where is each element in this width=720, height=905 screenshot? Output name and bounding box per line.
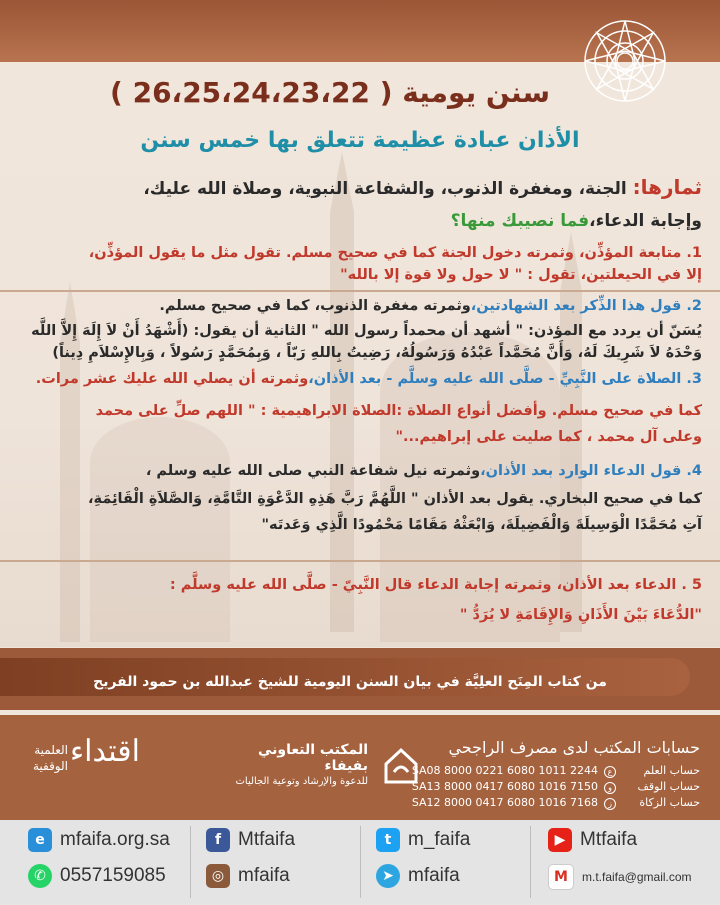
- twitter-icon: t: [376, 828, 400, 852]
- account-mark-icon: و: [604, 782, 616, 794]
- item-4-line-1: [12, 460, 702, 482]
- divider: [0, 290, 720, 292]
- page-title: سنن يومية ( 26،25،24،23،22 ): [110, 76, 550, 109]
- ornament-mandala-icon: [550, 6, 700, 106]
- facebook-link[interactable]: [206, 828, 295, 852]
- item-2-line-1: [12, 295, 702, 317]
- item-1-line-1: 1. متابعة المؤذِّن، وثمرته دخول الجنة كما في صحيح مسلم. تقول مثل ما يقول المؤذِّن،: [88, 245, 702, 261]
- office-tagline: للدعوة والإرشاد وتوعية الجاليات: [235, 776, 368, 787]
- instagram-text: mfaifa: [238, 865, 290, 886]
- divider: [530, 826, 531, 898]
- account-iban: SA12 8000 0417 6080 1016 7168: [411, 796, 598, 809]
- account-iban: SA08 8000 0221 6080 1011 2244: [411, 764, 598, 777]
- telegram-text: mfaifa: [408, 865, 460, 886]
- iqtida-logo: [16, 734, 186, 794]
- item-4-heading-rest: وثمرته نيل شفاعة النبي صلى الله عليه وسلم ،: [145, 463, 481, 479]
- twitter-text: m_faifa: [408, 829, 471, 850]
- accounts-title: حسابات المكتب لدى مصرف الراجحي: [448, 738, 700, 757]
- youtube-link[interactable]: [548, 828, 637, 852]
- account-row: [412, 764, 700, 778]
- item-3-heading: 3. الصلاة على النَّبِيِّ - صلَّى الله عليه وسلَّم - بعد الأذان،: [308, 371, 702, 387]
- divider: [190, 826, 191, 898]
- item-3-line-2: كما في صحيح مسلم. وأفضل أنواع الصلاة :الصلاة الابراهيمية : " اللهم صلِّ على محمد: [95, 403, 702, 419]
- item-4-heading: 4. قول الدعاء الوارد بعد الأذان،: [480, 463, 702, 479]
- ie-icon: e: [28, 828, 52, 852]
- account-mark-icon: ز: [604, 798, 616, 810]
- youtube-text: Mtfaifa: [580, 829, 638, 850]
- fruits-line: [12, 176, 702, 200]
- account-label: حساب الزكاة: [639, 796, 700, 809]
- account-mark-icon: ع: [604, 766, 616, 778]
- page-subtitle: الأذان عبادة عظيمة تتعلق بها خمس سنن: [140, 128, 580, 153]
- facebook-icon: f: [206, 828, 230, 852]
- account-iban: SA13 8000 0417 6080 1016 7150: [411, 780, 598, 793]
- item-4-line-3: آتِ مُحَمَّدًا الْوَسِيلَةَ وَالْفَضِيلَةَ، وَابْعَثْهُ مَقَامًا مَحْمُودًا الَّذِي وَعَدتَه": [261, 517, 702, 533]
- office-name: المكتب التعاوني بفيفاء: [257, 742, 368, 774]
- item-3-line-3: وعلى آل محمد ، كما صليت على إبراهيم...": [395, 429, 702, 445]
- iqtida-side-text: [16, 742, 68, 774]
- whatsapp-link[interactable]: [28, 864, 166, 888]
- office-logo-icon: [378, 742, 424, 788]
- item-5-line-1: 5 . الدعاء بعد الأذان، وثمرته إجابة الدعاء قال النَّبِيّ - صلَّى الله عليه وسلَّم :: [169, 577, 702, 593]
- email-link[interactable]: [548, 864, 692, 890]
- fruits-question: فما نصيبك منها؟: [450, 211, 590, 231]
- telegram-icon: ➤: [376, 864, 400, 888]
- iqtida-side-line: العلمية: [34, 743, 68, 757]
- youtube-icon: ▶: [548, 828, 572, 852]
- item-1-line-2: إلا في الحيعلتين، تقول : " لا حول ولا قوة إلا بالله": [340, 267, 702, 283]
- account-row: [412, 780, 700, 794]
- whatsapp-text: 0557159085: [60, 865, 166, 886]
- website-text: mfaifa.org.sa: [60, 829, 170, 850]
- item-2-heading-rest: وثمرته مغفرة الذنوب، كما في صحيح مسلم.: [159, 298, 471, 314]
- item-5-line-2: "الدُّعَاءَ بَيْنَ الأَذَانِ وَالإِقَامَةِ لا يُرَدُّ ": [459, 607, 702, 623]
- account-label: حساب العلم: [643, 764, 700, 777]
- account-row: [412, 796, 700, 810]
- item-2-line-3: وَحْدَهُ لاَ شَرِيكَ لَهُ، وَأَنَّ مُحَمَّداً عَبْدُهُ وَرَسُولُهُ، رَضِيتُ بِاللهِ رَبّاً ، وَبِمُحَمَّدٍ رَسُولاً ، وَبِالإِسْلاَمِ دِيناً): [52, 345, 702, 361]
- telegram-link[interactable]: [376, 864, 460, 888]
- fruits-text-2: وإجابة الدعاء،: [589, 211, 702, 231]
- book-source-text: من كتاب المِنَح العلِيَّة في بيان السنن اليومية للشيخ عبدالله بن حمود الفريح: [93, 674, 607, 690]
- website-link[interactable]: [28, 828, 170, 852]
- instagram-link[interactable]: [206, 864, 290, 888]
- gmail-icon: M: [548, 864, 574, 890]
- fruits-line-2: [12, 210, 702, 232]
- iqtida-side-line: الوقفية: [32, 759, 68, 773]
- whatsapp-icon: ✆: [28, 864, 52, 888]
- item-2-line-2: يُسَنّ أن يردد مع المؤذن: " أشهد أن محمداً رسول الله " الثانية أن يقول: (أَشْهَدُ أَنْ لاَ إِلَهَ إِلاَّ اللَّه: [31, 323, 702, 339]
- item-3-heading-rest: وثمرته أن يصلي الله عليك عشر مرات.: [35, 371, 309, 387]
- item-3-line-1: [12, 368, 702, 390]
- item-2-heading: 2. قول هذا الذِّكر بعد الشهادتين،: [470, 298, 702, 314]
- twitter-link[interactable]: [376, 828, 470, 852]
- divider: [360, 826, 361, 898]
- email-text: m.t.faifa@gmail.com: [582, 870, 692, 884]
- item-4-line-2: كما في صحيح البخاري. يقول بعد الأذان " اللَّهُمَّ رَبَّ هَذِهِ الدَّعْوَةِ التَّامَّةِ، وَالصَّلاَةِ الْقَائِمَةِ،: [88, 491, 702, 507]
- account-label: حساب الوقف: [637, 780, 700, 793]
- facebook-text: Mtfaifa: [238, 829, 296, 850]
- instagram-icon: ◎: [206, 864, 230, 888]
- fruits-label: ثمارها:: [632, 175, 702, 199]
- fruits-text: الجنة، ومغفرة الذنوب، والشفاعة النبوية، وصلاة الله عليك،: [143, 179, 627, 199]
- divider: [0, 560, 720, 562]
- office-info: [218, 742, 368, 787]
- iqtida-wordmark: اقتداء: [70, 734, 140, 769]
